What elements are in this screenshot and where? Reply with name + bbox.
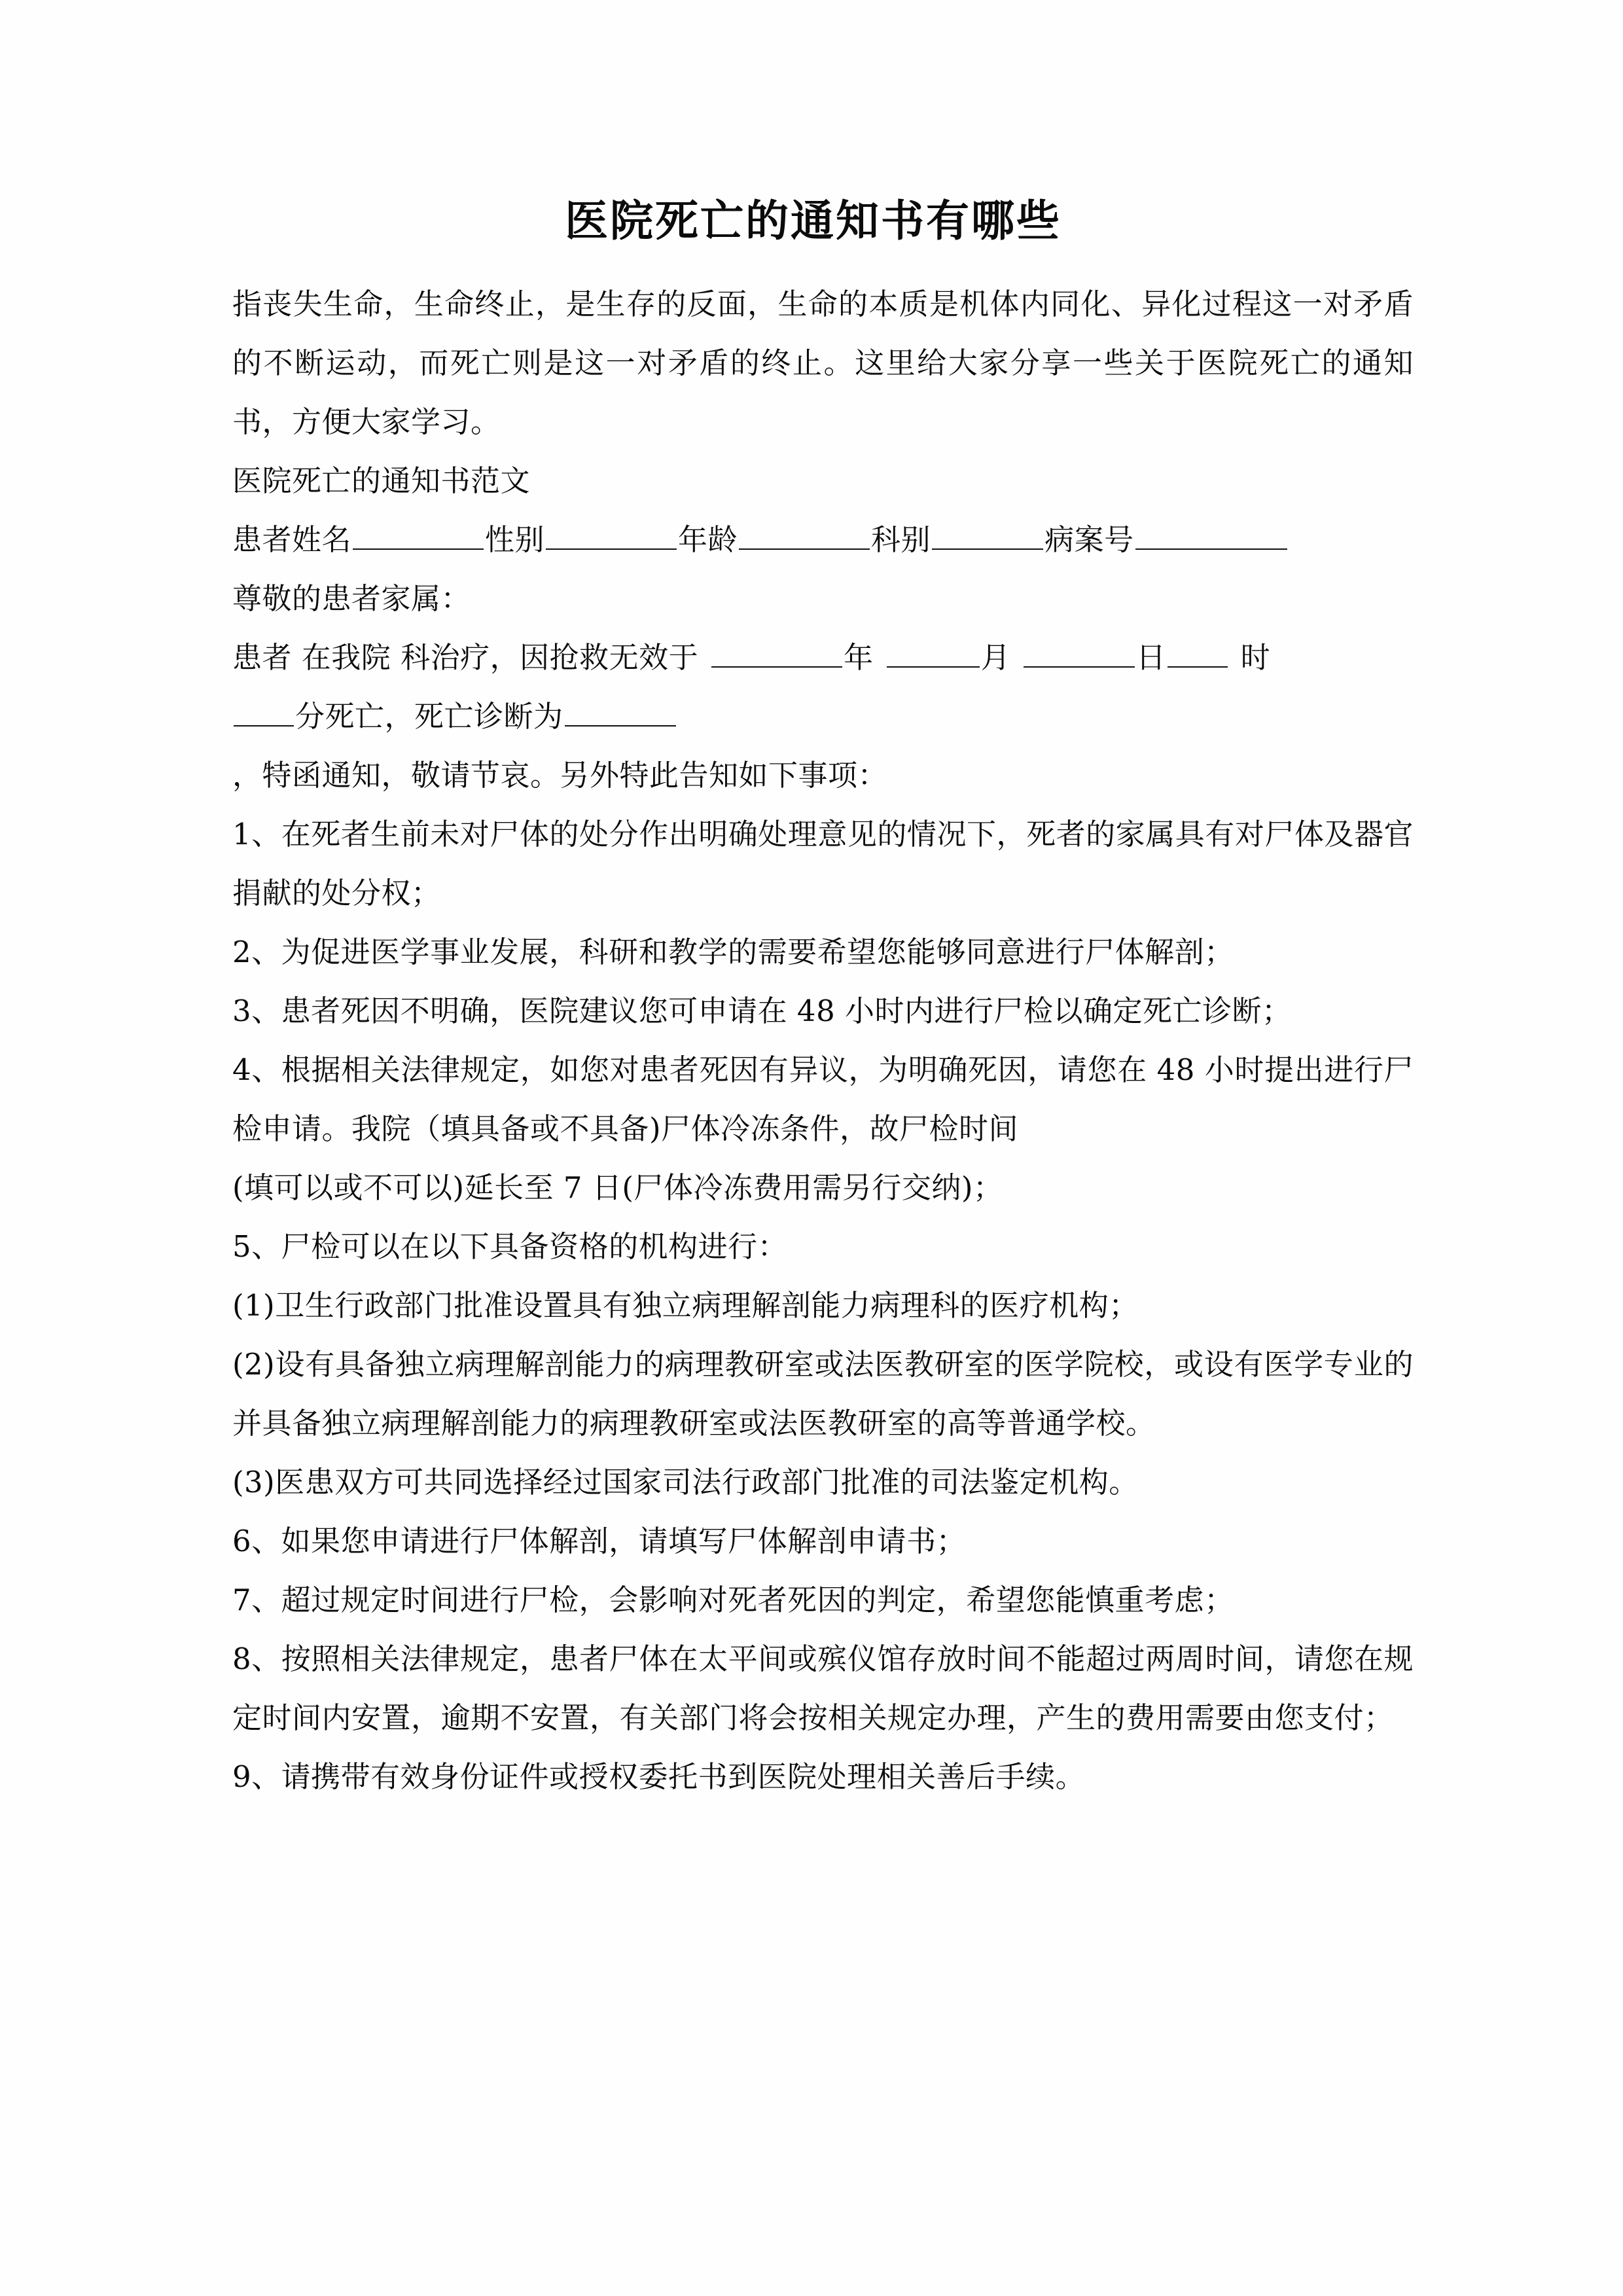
unit-hour: 时 [1240, 639, 1271, 675]
list-item: (填可以或不可以)延长至 7 日(尸体冷冻费用需另行交纳)； [232, 1170, 1003, 1205]
input-day[interactable] [1024, 637, 1135, 668]
unit-minute: 分死亡，死亡诊断为 [295, 698, 563, 734]
intro-paragraph: 指丧失生命，生命终止，是生存的反面，生命的本质是机体内同化、异化过程这一对矛盾的不断运动，而死亡则是这一对矛盾的终止。这里给大家分享一些关于医院死亡的通知书，方便大家学习。 [232, 286, 1414, 439]
list-item: (1)卫生行政部门批准设置具有独立病理解剖能力病理科的医疗机构； [232, 1287, 1139, 1323]
input-patient-name[interactable] [353, 519, 484, 550]
label-case-number: 病案号 [1044, 522, 1134, 557]
unit-year: 年 [844, 639, 874, 675]
list-item: 1、在死者生前未对尸体的处分作出明确处理意见的情况下，死者的家属具有对尸体及器官捐献的处分权； [232, 816, 1414, 910]
list-item: 3、患者死因不明确，医院建议您可申请在 48 小时内进行尸检以确定死亡诊断； [232, 993, 1292, 1028]
input-minute[interactable] [234, 696, 294, 726]
input-gender[interactable] [546, 519, 677, 550]
list-item: (2)设有具备独立病理解剖能力的病理教研室或法医教研室的医学院校，或设有医学专业的并具备独立病理解剖能力的病理教研室或法医教研室的高等普通学校。 [232, 1346, 1414, 1441]
unit-day: 日 [1136, 639, 1166, 675]
unit-month: 月 [980, 639, 1011, 675]
list-item: 7、超过规定时间进行尸检，会影响对死者死因的判定，希望您能慎重考虑； [232, 1582, 1234, 1617]
list-item: 8、按照相关法律规定，患者尸体在太平间或殡仪馆存放时间不能超过两周时间，请您在规定时间内安置，逾期不安置，有关部门将会按相关规定办理，产生的费用需要由您支付； [232, 1641, 1414, 1735]
label-age: 年龄 [678, 522, 738, 557]
list-item: (3)医患双方可共同选择经过国家司法行政部门批准的司法鉴定机构。 [232, 1464, 1139, 1499]
death-statement-line [232, 628, 1414, 687]
label-department: 科别 [871, 522, 931, 557]
input-age[interactable] [739, 519, 870, 550]
condolence-line: ，特函通知，敬请节哀。另外特此告知如下事项： [232, 757, 888, 793]
salutation: 尊敬的患者家属： [232, 581, 471, 616]
input-case-number[interactable] [1135, 519, 1287, 550]
input-department[interactable] [932, 519, 1043, 550]
input-diagnosis[interactable] [565, 696, 676, 726]
input-month[interactable] [887, 637, 980, 668]
list-item: 6、如果您申请进行尸体解剖，请填写尸体解剖申请书； [232, 1523, 967, 1558]
label-patient-name: 患者姓名 [232, 522, 352, 557]
list-item: 4、根据相关法律规定，如您对患者死因有异议，为明确死因，请您在 48 小时提出进行尸检申请。我院（填具备或不具备)尸体冷冻条件，故尸检时间 [232, 1052, 1414, 1146]
patient-info-line [232, 511, 1414, 569]
input-hour[interactable] [1168, 637, 1228, 668]
list-item: 2、为促进医学事业发展，科研和教学的需要希望您能够同意进行尸体解剖； [232, 934, 1234, 969]
label-gender: 性别 [485, 522, 545, 557]
list-item: 9、请携带有效身份证件或授权委托书到医院处理相关善后手续。 [232, 1759, 1086, 1794]
death-statement-prefix: 患者 在我院 科治疗，因抢救无效于 [232, 639, 699, 675]
death-diagnosis-line [232, 687, 1414, 746]
page-title: 医院死亡的通知书有哪些 [565, 195, 1061, 246]
document-body [232, 275, 1414, 1806]
section-heading: 医院死亡的通知书范文 [232, 463, 531, 498]
list-item: 5、尸检可以在以下具备资格的机构进行： [232, 1229, 788, 1264]
input-year[interactable] [711, 637, 842, 668]
